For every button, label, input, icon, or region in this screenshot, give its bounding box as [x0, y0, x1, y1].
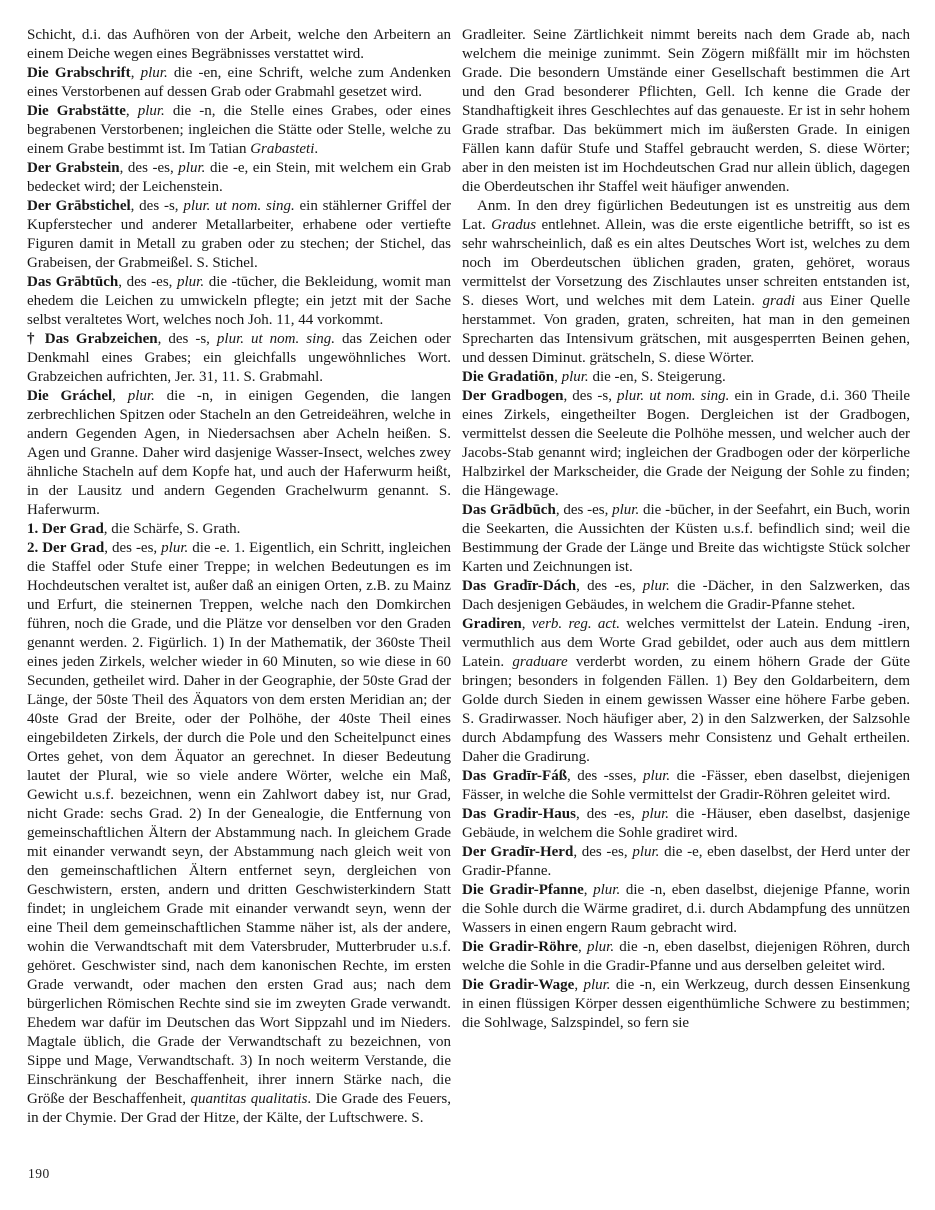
- text-segment: ,: [112, 388, 128, 404]
- grammar-label: plur.: [593, 882, 621, 898]
- text-segment: verderbt worden, zu einem höhern Grade der Güte bringen; besonders in folgenden Fällen. 1) Bey den Goldarbeitern, dem Golde durch Sieden in einem gewissen Wasser eine höhere Farbe geben. S. Gradirwasser. Noch häufiger aber, 2) in den Salzwerken, der Salzsohle durch Abdampfung des Wassers mehr Consistenz und Gehalt ertheilen. Daher die Gradirung.: [462, 654, 910, 765]
- text-segment: ,: [574, 977, 584, 993]
- dictionary-paragraph: [27, 273, 451, 330]
- dictionary-paragraph: [27, 159, 451, 197]
- text-segment: die -e, ein Stein, mit welchem ein Grab bedecket wird; der Leichenstein.: [27, 160, 451, 195]
- text-segment: ein stählerner Griffel der Kupferstecher und anderer Metallarbeiter, erhabene oder vertiefte Figuren damit in Metall zu graben oder zu stechen; der Stichel, das Grabeisen, der Grabmeißel. S. Stichel.: [27, 198, 452, 271]
- dictionary-paragraph: [27, 197, 451, 273]
- text-segment: .: [314, 141, 319, 157]
- headword: Die Gráchel: [27, 388, 113, 404]
- grammar-label: quantitas qualitatis: [190, 1091, 308, 1107]
- dictionary-paragraph: [462, 938, 910, 976]
- text-segment: die -n, die Stelle eines Grabes, oder eines begrabenen Verstorbenen; ingleichen die Stätte oder Stelle, welche zu einem Grabe bestimmt ist. Im Tatian: [27, 103, 451, 157]
- grammar-label: plur.: [643, 768, 671, 784]
- headword: † Das Grabzeichen: [27, 331, 158, 347]
- grammar-label: Gradus: [491, 217, 537, 233]
- dictionary-paragraph: [27, 330, 451, 387]
- text-segment: die -Fässer, eben daselbst, diejenigen Fässer, in welche die Sohle vermittelst der Gradir-Röhren geleitet wird.: [462, 768, 910, 803]
- dictionary-paragraph: [462, 615, 910, 767]
- grammar-label: plur.: [177, 274, 205, 290]
- grammar-label: plur. ut nom. sing.: [216, 331, 336, 347]
- dictionary-paragraph: [462, 976, 910, 1033]
- dictionary-paragraph: [27, 387, 451, 520]
- headword: Das Grābtūch: [27, 274, 119, 290]
- grammar-label: plur.: [161, 540, 189, 556]
- text-segment: ,: [130, 65, 141, 81]
- text-segment: ,: [578, 939, 587, 955]
- grammar-label: plur.: [140, 65, 168, 81]
- text-columns: [27, 26, 935, 1128]
- text-segment: . Die Grade des Feuers, in der Chymie. Der Grad der Hitze, der Kälte, der Luftschwere. S.: [27, 1091, 451, 1126]
- text-segment: , des -es,: [575, 806, 642, 822]
- text-segment: ,: [521, 616, 532, 632]
- text-segment: Schicht, d.i. das Aufhören von der Arbeit, welche den Arbeitern an einem Deiche wegen eines Begräbnisses verstattet wird.: [27, 27, 451, 62]
- grammar-label: plur.: [642, 578, 670, 594]
- text-segment: welches vermittelst der Latein. Endung -iren, vermuthlich aus dem Worte Grad gebildet, oder auch aus dem mittlern Latein.: [462, 616, 911, 670]
- headword: Die Gradir-Röhre: [462, 939, 579, 955]
- text-segment: Anm. In den drey figürlichen Bedeutungen ist es unstreitig aus dem Lat.: [462, 198, 910, 233]
- text-segment: die -en, S. Steigerung.: [588, 369, 726, 385]
- headword: Das Gradīr-Fáß: [462, 768, 568, 784]
- headword: Das Gradīr-Dách: [462, 578, 577, 594]
- dictionary-paragraph: [462, 881, 910, 938]
- text-segment: entlehnet. Allein, was die erste eigentliche betrifft, so ist es sehr wahrscheinlich, daß es ein altes Deutsches Wort ist, welches zu dem noch im Oberdeutschen üblichen graden, graten, gehöret, woraus vermittelst der Vorsetzung des Zischlautes unser schreiten entstanden ist, S. dieses Wort, und welches mit dem Latein.: [462, 217, 910, 309]
- grammar-label: verb. reg. act.: [531, 616, 620, 632]
- headword: 1. Der Grad: [27, 521, 104, 537]
- text-segment: die -Häuser, eben daselbst, dasjenige Gebäude, in welchem die Sohle gradiret wird.: [462, 806, 910, 841]
- text-segment: die -n, eben daselbst, diejenigen Röhren, durch welche die Sohle in die Gradir-Pfanne und aus derselben geleitet wird.: [462, 939, 911, 974]
- dictionary-paragraph: [27, 539, 451, 1128]
- headword: Die Gradir-Wage: [462, 977, 575, 993]
- grammar-label: graduare: [512, 654, 568, 670]
- text-segment: ,: [583, 882, 594, 898]
- text-segment: , des -es,: [555, 502, 613, 518]
- grammar-label: plur.: [178, 160, 206, 176]
- grammar-label: plur.: [583, 977, 611, 993]
- grammar-label: plur.: [137, 103, 165, 119]
- dictionary-paragraph: [462, 197, 910, 368]
- headword: Die Gradatiōn: [462, 369, 555, 385]
- text-segment: die -n, ein Werkzeug, durch dessen Einsenkung in einen flüssigen Körper dessen eigenthümliche Schwere zu bestimmen; die Sohlwage, Salzspindel, so fern sie: [462, 977, 911, 1031]
- text-segment: , des -es,: [119, 160, 179, 176]
- text-segment: aus Einer Quelle herstammet. Von graden, graten, schreiten, hat man in den gemeinen Sprecharten das Intensivum grätschen, mit ausgesperrten Beinen gehen, und dessen Diminut. grätscheln, S. diese Wörter.: [462, 293, 910, 366]
- dictionary-paragraph: [462, 368, 910, 387]
- text-segment: die -e. 1. Eigentlich, ein Schritt, ingleichen die Staffel oder Stufe einer Treppe; in welchen Bedeutungen es im Hochdeutschen veraltet ist, außer daß an einigen Orten, z.B. zu Mainz und Erfurt, die steinernen Treppen, welche nach den Domkirchen führen, noch die Grade, und die Plätze vor denselben vor den Graden genannt werden. 2. Figürlich. 1) In der Mathematik, der 360ste Theil eines jeden Zirkels, welcher wieder in 60 Minuten, so wie diese in 60 Secunden, getheilet wird. Daher in der Geographie, der 50ste Grad der Länge, der 50ste Theil des Äquators von dem ersten Meridian an; der 40ste Grad der Breite, oder der Polhöhe, der 40ste Theil eines eingebildeten Zirkels, der durch die Pole und den Scheitelpunct eines Ortes gehet, von dem Äquator an gerechnet. In dieser Bedeutung lautet der Plural, wie so viele andere Wörter, welche ein Maß, Gewicht u.s.f. bezeichnen, wenn ein Zahlwort dabey ist, nur Grad, nicht Grade: sechs Grad. 2) In der Genealogie, die Entfernung von gemeinschaftlichen Ältern der Abstammung nach. In gleichem Grade mit einander verwandt seyn, der Abstammung nach gleich weit von den gemeinschaftlichen Ältern entfernet seyn, dergleichen von Geschwistern, ersten, andern und dritten Geschwisterkindern Statt findet; in ungleichem Grade mit einander verwandt seyn, wenn der eine Theil dem gemeinschaftlichen Stamme näher ist, als der andere, wohin die Verwandtschaft mit dem Vatersbruder, Mutterbruder u.s.f. gehöret. Geschwister sind, nach dem kanonischen Rechte, im ersten Grade verwandt, oder machen den ersten Grad aus; nach dem bürgerlichen Römischen Rechte sind sie im zweyten Grade verwandt. Ehedem war dafür im Deutschen das Wort Sippzahl und im Nieders. Magtale üblich, die Grade der Verwandtschaft zu bezeichnen, von Sippe und Mage, Verwandtschaft. 3) In noch weiterm Verstande, die Einschränkung der Beschaffenheit, ihrer innern Stärke nach, die Größe der Beschaffenheit,: [27, 540, 451, 1107]
- grammar-label: gradi: [762, 293, 796, 309]
- grammar-label: plur.: [632, 844, 660, 860]
- text-segment: die -n, eben daselbst, diejenige Pfanne, worin die Sohle durch die Wärme gradiret, d.i. durch Abdampfung des unnützen Wassers in einen engern Raum gebracht wird.: [462, 882, 911, 936]
- dictionary-paragraph: [462, 805, 910, 843]
- grammar-label: plur. ut nom. sing.: [183, 198, 295, 214]
- dictionary-paragraph: [27, 520, 451, 539]
- grammar-label: plur.: [641, 806, 670, 822]
- text-segment: , des -s,: [130, 198, 184, 214]
- dictionary-paragraph: [27, 26, 451, 64]
- headword: Der Grābstichel: [27, 198, 131, 214]
- headword: Gradiren: [462, 616, 522, 632]
- text-segment: die -en, eine Schrift, welche zum Andenken eines Verstorbenen auf dessen Grab oder Grabmahl gesetzet wird.: [27, 65, 452, 100]
- text-segment: die -tūcher, die Bekleidung, womit man ehedem die Leichen zu umwickeln pflegte; ein jetzt mit der Sache selbst veraltetes Wort, welches noch Joh. 11, 44 vorkommt.: [27, 274, 451, 328]
- text-segment: ein in Grade, d.i. 360 Theile eines Zirkels, eingetheilter Bogen. Dergleichen ist der Gradbogen, vermittelst dessen die Seeleute die Polhöhe messen, und welcher auch der Jacobs-Stab genannt wird; ingleichen der Gradbogen oder der körperliche Halbzirkel der Markscheider, die Grade der Neigung der Sohle zu finden; die Hängewage.: [462, 388, 910, 499]
- text-segment: die -e, eben daselbst, der Herd unter der Gradir-Pfanne.: [462, 844, 910, 879]
- left-column: [27, 26, 451, 1128]
- headword: 2. Der Grad: [27, 540, 105, 556]
- right-column: [462, 26, 910, 1128]
- dictionary-paragraph: [462, 577, 910, 615]
- text-segment: , des -es,: [573, 844, 633, 860]
- text-segment: , des -s,: [563, 388, 618, 404]
- dictionary-paragraph: [462, 387, 910, 501]
- headword: Die Grabstätte: [27, 103, 126, 119]
- grammar-label: plur. ut nom. sing.: [617, 388, 730, 404]
- page-number: 190: [28, 1166, 50, 1181]
- dictionary-paragraph: [462, 26, 910, 197]
- text-segment: , des -es,: [118, 274, 178, 290]
- text-segment: , des -es,: [104, 540, 162, 556]
- headword: Die Grabschrift: [27, 65, 131, 81]
- text-segment: , die Schärfe, S. Grath.: [103, 521, 241, 537]
- text-segment: ,: [125, 103, 138, 119]
- headword: Das Grādbūch: [462, 502, 556, 518]
- text-segment: Gradleiter. Seine Zärtlichkeit nimmt bereits nach dem Grade ab, nach welchem die meinige zunimmt. Sein Zögern mißfällt mir im höchsten Grade. Die besondern Umstände einer Gesellschaft bestimmen die Art und den Grad besonderer Pflichten, Gell. Ich kenne die Grade der Standhaftigkeit ihres Geschlechtes auf das genaueste. Er ist in sehr hohem Grade strafbar. Das bekümmert mich im äußersten Grade. In einigen Fällen kann dafür Stufe und Staffel gebraucht werden, S. diese Wörter; aber in den meisten ist im Hochdeutschen Grad nur allein üblich, dagegen die Oberdeutschen ihr Staffel weit häufiger anwenden.: [462, 27, 910, 195]
- dictionary-paragraph: [462, 501, 910, 577]
- text-segment: ,: [554, 369, 562, 385]
- text-segment: die -Dächer, in den Salzwerken, das Dach desjenigen Gebäudes, in welchem die Gradir-Pfanne stehet.: [462, 578, 910, 613]
- dictionary-paragraph: [462, 843, 910, 881]
- grammar-label: Grabasteti: [250, 141, 315, 157]
- headword: Das Gradir-Haus: [462, 806, 576, 822]
- headword: Der Gradbogen: [462, 388, 564, 404]
- dictionary-paragraph: [27, 64, 451, 102]
- text-segment: die -n, in einigen Gegenden, die langen zerbrechlichen Spitzen oder Stacheln an den Getreideähren, welche in andern Gegenden Agen, in Niedersachsen aber Acheln heißen. S. Agen und Granne. Daher wird dasjenige Wasser-Insect, welches zwey ähnliche Stacheln auf dem Kopfe hat, und auch der Haferwurm heißt, in der Lausitz und andern Gegenden Grachelwurm genannt. S. Haferwurm.: [27, 388, 451, 518]
- headword: Der Grabstein: [27, 160, 120, 176]
- headword: Der Gradīr-Herd: [462, 844, 574, 860]
- grammar-label: plur.: [127, 388, 155, 404]
- text-segment: , des -s,: [157, 331, 217, 347]
- headword: Die Gradir-Pfanne: [462, 882, 584, 898]
- grammar-label: plur.: [561, 369, 589, 385]
- grammar-label: plur.: [586, 939, 615, 955]
- text-segment: die -būcher, in der Seefahrt, ein Buch, worin die Seekarten, die Aussichten der Küsten u.s.f. befindlich sind; weil die Bestimmung der Grade der Länge und Breite das wichtigste Stück solcher Karten und Zeichnungen ist.: [462, 502, 910, 575]
- dictionary-paragraph: [462, 767, 910, 805]
- dictionary-paragraph: [27, 102, 451, 159]
- text-segment: das Zeichen oder Denkmahl eines Grabes; ein gleichfalls ungewöhnliches Wort. Grabzeichen aufrichten, Jer. 31, 11. S. Grabmahl.: [27, 331, 451, 385]
- text-segment: , des -sses,: [567, 768, 644, 784]
- text-segment: , des -es,: [576, 578, 643, 594]
- grammar-label: plur.: [612, 502, 640, 518]
